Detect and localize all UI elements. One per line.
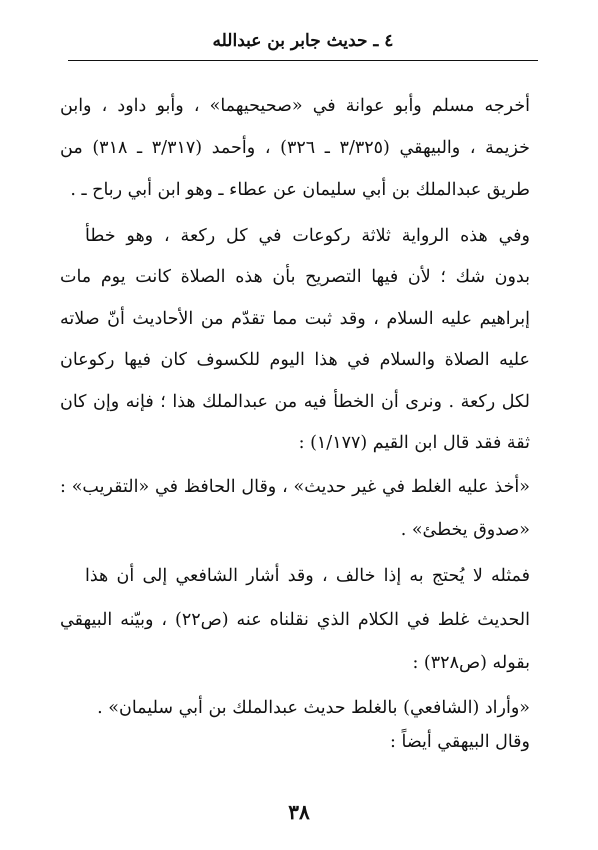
body-line: أخرجه مسلم وأبو عوانة في «صحيحيهما» ، وأبو داود ، وابن [60,96,530,116]
body-line: بدون شك ؛ لأن فيها التصريح بأن هذه الصلاة كانت يوم مات [60,267,530,287]
body-line: وقال البيهقي أيضاً : [390,732,530,752]
body-line: طريق عبدالملك بن أبي سليمان عن عطاء ـ وهو ابن أبي رباح ـ . [70,180,530,200]
body-line: فمثله لا يُحتج به إذا خالف ، وقد أشار الشافعي إلى أن هذا [85,566,530,586]
body-line: بقوله (ص٣٢٨) : [412,653,530,673]
body-line: ثقة فقد قال ابن القيم (١/١٧٧) : [298,433,530,453]
body-line: خزيمة ، والبيهقي (٣/٣٢٥ ـ ٣٢٦) ، وأحمد (٣/٣١٧ ـ ٣١٨) من [60,138,530,158]
body-line: إبراهيم عليه السلام ، وقد ثبت مما تقدّم من الأحاديث أنّ صلاته [60,309,530,329]
quote-line: «أخذ عليه الغلط في غير حديث» ، وقال الحافظ في «التقريب» : [60,477,530,497]
body-line: لكل ركعة . ونرى أن الخطأ فيه من عبدالملك هذا ؛ فإنه وإن كان [60,392,530,412]
body-line: عليه الصلاة والسلام في هذا اليوم للكسوف كان فيها ركوعان [60,350,530,370]
running-header: ٤ ـ حديث جابر بن عبدالله [212,31,394,51]
body-line: الحديث غلط في الكلام الذي نقلناه عنه (ص٢٢) ، وبيّنه البيهقي [60,610,530,630]
header-divider [68,60,538,61]
body-line: وفي هذه الرواية ثلاثة ركوعات في كل ركعة ، وهو خطأ [85,226,530,246]
quote-line: «صدوق يخطئ» . [400,520,530,540]
page-number: ٣٨ [288,800,310,824]
quote-line: «وأراد (الشافعي) بالغلط حديث عبدالملك بن أبي سليمان» . [97,698,530,718]
